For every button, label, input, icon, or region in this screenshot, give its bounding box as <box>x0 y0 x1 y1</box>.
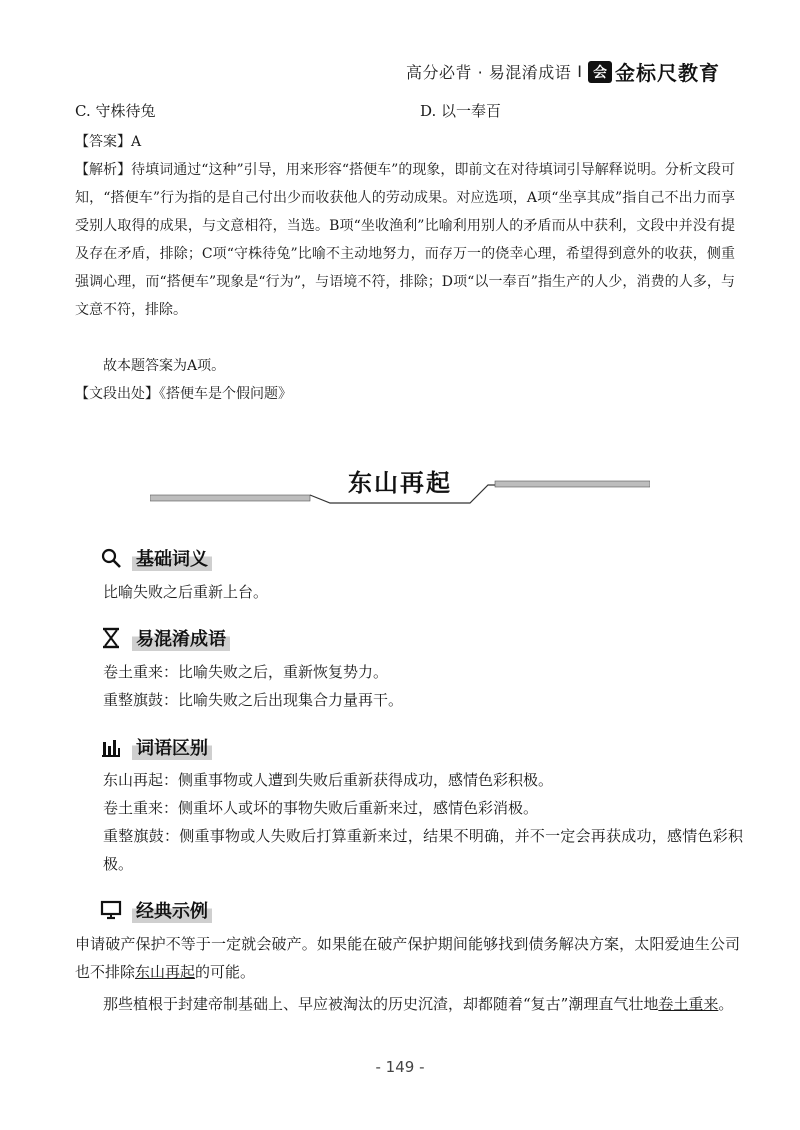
section-difference-label: 词语区别 <box>132 734 212 760</box>
example-2-term: 卷土重来 <box>658 995 719 1013</box>
difference-line-3: 重整旗鼓：侧重事物或人失败后打算重新来过，结果不明确，并不一定会再获成功，感情色彩积极。 <box>103 827 743 873</box>
example-2 <box>75 990 740 1018</box>
hourglass-icon <box>100 627 122 649</box>
page-number: - 149 - <box>375 1058 425 1076</box>
analysis-paragraph: 【解析】待填词通过“这种”引导，用来形容“搭便车”的现象，即前文在对待填词引导解释说明。分析文段可知，“搭便车”行为指的是自己付出少而收获他人的劳动成果。对应选项，A项“坐享其成”指自己不出力而享受别人取得的成果，与文意相符，当选。B项“坐收渔利”比喻利用别人的矛盾而从中获利，文段中并没有提及存在矛盾，排除；C项“守株待兔”比喻不主动地努力，而存万一的侥幸心理，希望得到意外的收获，侧重强调心理，而“搭便车”现象是“行为”，与语境不符，排除；D项“以一奉百”指生产的人少，消费的人多，与文意不符，排除。 <box>75 162 735 318</box>
example-1-after: 的可能。 <box>195 963 256 981</box>
idiom-title: 东山再起 <box>348 469 452 497</box>
example-1-before: 申请破产保护不等于一定就会破产。如果能在破产保护期间能够找到债务解决方案，太阳爱迪生公司也不排除 <box>75 935 740 981</box>
meaning-text: 比喻失败之后重新上台。 <box>103 583 269 601</box>
logo-text: 金标尺教育 <box>615 61 720 85</box>
section-examples-header <box>100 897 212 923</box>
conclusion-line: 故本题答案为A项。 <box>103 358 226 374</box>
section-meaning-header <box>100 545 212 571</box>
section-difference-header <box>100 734 212 760</box>
header-series-title: 高分必背 · 易混淆成语 <box>406 63 572 82</box>
section-meaning-label: 基础词义 <box>132 545 212 571</box>
difference-line-2: 卷土重来：侧重坏人或坏的事物失败后重新来过，感情色彩消极。 <box>103 799 539 817</box>
source-line: 【文段出处】《搭便车是个假问题》 <box>75 386 292 402</box>
option-d: D. 以一奉百 <box>420 102 502 120</box>
monitor-icon <box>100 899 122 921</box>
difference-line-1: 东山再起：侧重事物或人遭到失败后重新获得成功，感情色彩积极。 <box>103 771 554 789</box>
example-1 <box>75 930 740 986</box>
answer-line: 【答案】A <box>75 134 142 150</box>
bar-chart-icon <box>100 736 122 758</box>
magnifier-icon <box>100 547 122 569</box>
example-2-before: 那些植根于封建帝制基础上、早应被淘汰的历史沉渣，却都随着“复古”潮理直气壮地 <box>103 995 659 1013</box>
section-confusable-header <box>100 625 230 651</box>
example-2-after: 。 <box>718 995 734 1013</box>
option-c: C. 守株待兔 <box>75 102 156 120</box>
page-header <box>406 57 720 86</box>
section-confusable-label: 易混淆成语 <box>132 625 230 651</box>
brand-logo <box>588 57 720 86</box>
header-separator: I <box>577 62 582 81</box>
example-1-term: 东山再起 <box>135 963 196 981</box>
section-examples-label: 经典示例 <box>132 897 212 923</box>
confusable-line-2: 重整旗鼓：比喻失败之后出现集合力量再干。 <box>103 691 404 709</box>
confusable-line-1: 卷土重来：比喻失败之后，重新恢复势力。 <box>103 663 389 681</box>
logo-mark-icon: 会 <box>588 61 612 83</box>
idiom-title-banner <box>150 455 650 515</box>
